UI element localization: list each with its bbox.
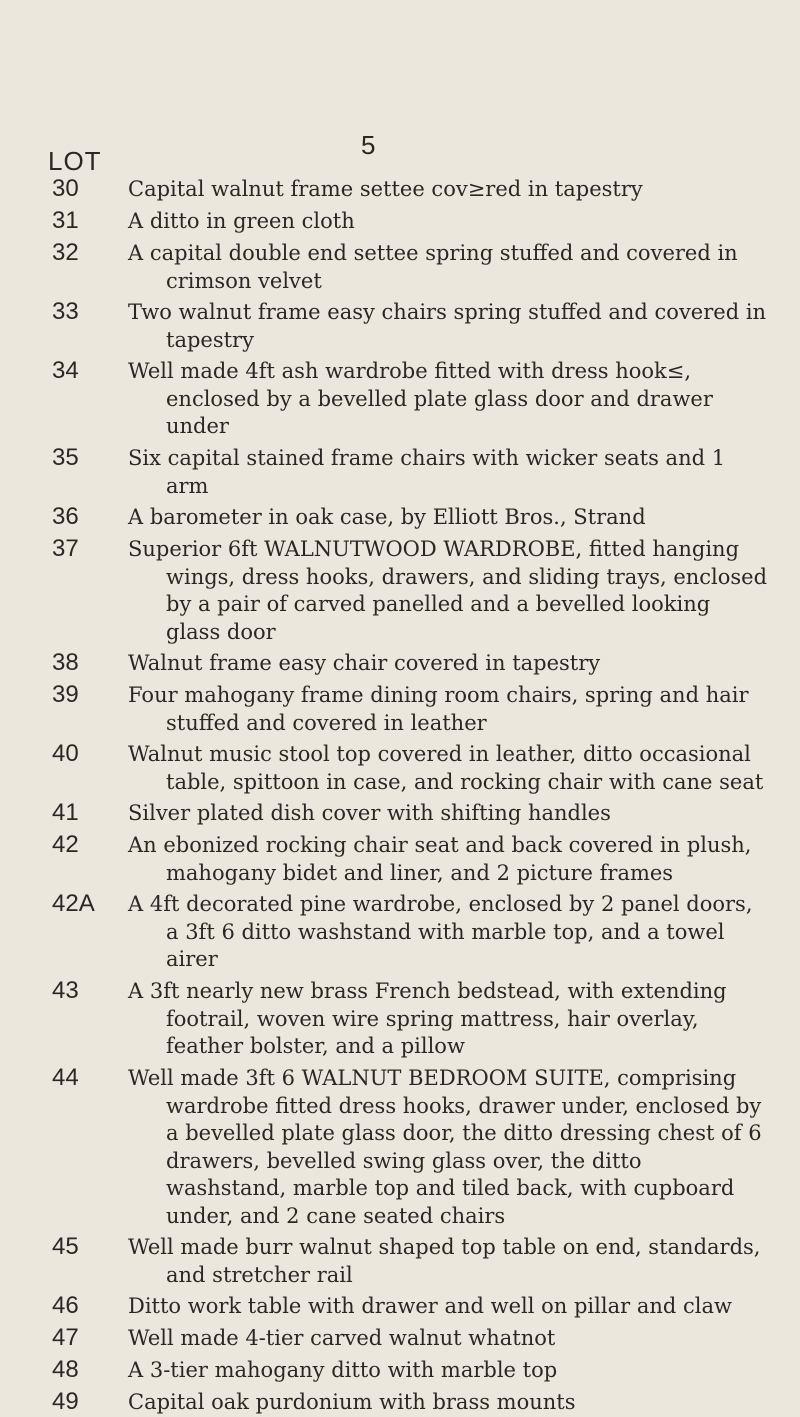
lot-number: 30 [52, 175, 79, 202]
lot-column-header: LOT [48, 146, 102, 176]
lot-number: 42 [52, 831, 79, 858]
lot-description: Well made 4-tier carved walnut whatnot [128, 1326, 556, 1350]
lot-description: Ditto work table with drawer and well on pillar and claw [128, 1294, 732, 1318]
lot-number: 42A [52, 890, 95, 917]
lot-description: Well made burr walnut shaped top table on end, standards, and stretcher rail [128, 1235, 761, 1287]
lot-description: A capital double end settee spring stuffed and covered in crimson velvet [128, 241, 738, 293]
lot-number: 47 [52, 1324, 79, 1351]
lot-number: 45 [52, 1233, 79, 1260]
lot-number: 48 [52, 1356, 79, 1383]
lot-description: Four mahogany frame dining room chairs, spring and hair stuffed and covered in leather [128, 683, 749, 735]
lot-description: Capital walnut frame settee cov≥red in tapestry [128, 177, 643, 201]
lot-number: 38 [52, 649, 79, 676]
lot-description: Superior 6ft WALNUTWOOD WARDROBE, fitted hanging wings, dress hooks, drawers, and sliding trays, enclosed by a pair of carved panelled and a bevelled looking glass door [128, 537, 768, 644]
lot-description: Six capital stained frame chairs with wicker seats and 1 arm [128, 446, 726, 498]
lot-description: Walnut frame easy chair covered in tapestry [128, 651, 601, 675]
lot-number: 44 [52, 1064, 79, 1091]
lot-description: A 3-tier mahogany ditto with marble top [128, 1358, 558, 1382]
page-number: 5 [361, 130, 376, 160]
lot-number: 36 [52, 503, 79, 530]
lot-number: 35 [52, 444, 79, 471]
lot-description: A 4ft decorated pine wardrobe, enclosed by 2 panel doors, a 3ft 6 ditto washstand with marble top, and a towel airer [128, 892, 753, 971]
lot-number: 46 [52, 1292, 79, 1319]
lot-description: Well made 3ft 6 WALNUT BEDROOM SUITE, comprising wardrobe fitted dress hooks, drawer under, enclosed by a bevelled plate glass door, the ditto dressing chest of 6 drawers, bevelled swing glass over, the ditto washstand, marble top and tiled back, with cupboard under, and 2 cane seated chairs [128, 1066, 762, 1228]
lot-description: A ditto in green cloth [128, 209, 355, 233]
lot-number: 41 [52, 799, 79, 826]
lot-description: An ebonized rocking chair seat and back covered in plush, mahogany bidet and liner, and 2 picture frames [128, 833, 752, 885]
lot-description: Silver plated dish cover with shifting handles [128, 801, 611, 825]
lot-number: 32 [52, 239, 79, 266]
lot-description: Two walnut frame easy chairs spring stuffed and covered in tapestry [128, 300, 767, 352]
lot-description: A 3ft nearly new brass French bedstead, with extending footrail, woven wire spring mattress, hair overlay, feather bolster, and a pillow [128, 979, 727, 1058]
lot-number: 34 [52, 357, 79, 384]
lot-description: A barometer in oak case, by Elliott Bros., Strand [128, 505, 646, 529]
lot-description: Well made 4ft ash wardrobe fitted with dress hook≤, enclosed by a bevelled plate glass door and drawer under [128, 359, 713, 438]
lot-number: 49 [52, 1388, 79, 1415]
lot-number: 31 [52, 207, 79, 234]
lot-number: 33 [52, 298, 79, 325]
lot-number: 40 [52, 740, 79, 767]
lot-number: 39 [52, 681, 79, 708]
lot-number: 43 [52, 977, 79, 1004]
lot-number: 37 [52, 535, 79, 562]
lot-description: Capital oak purdonium with brass mounts [128, 1390, 576, 1414]
lot-description: Walnut music stool top covered in leather, ditto occasional table, spittoon in case, and rocking chair with cane seat [128, 742, 764, 794]
